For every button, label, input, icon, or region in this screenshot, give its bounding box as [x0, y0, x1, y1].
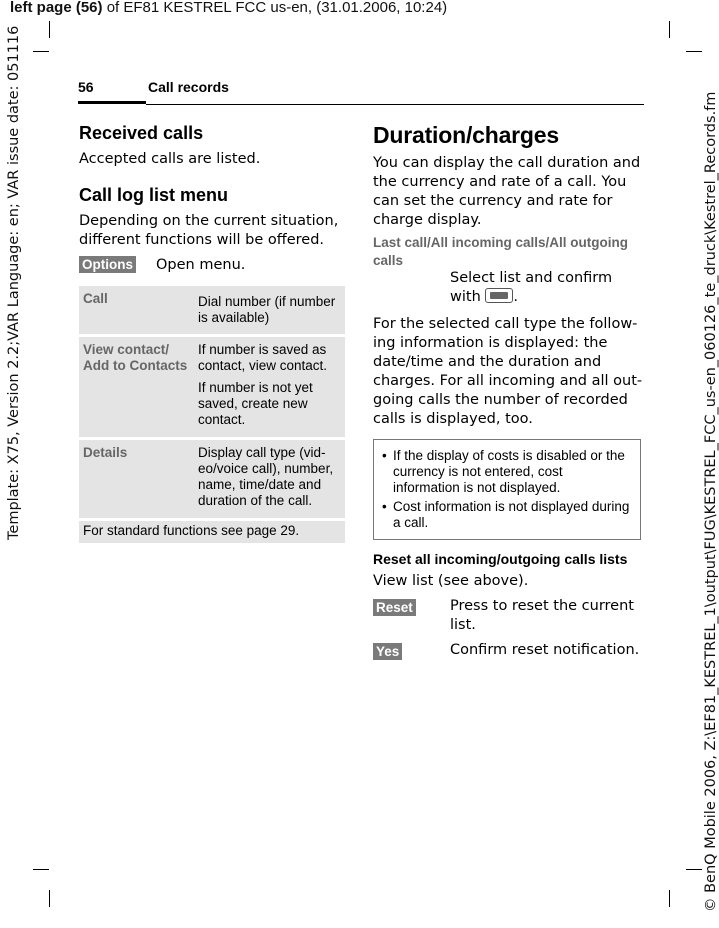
note-box: [373, 439, 641, 540]
table-footer: For standard functions see page 29.: [79, 520, 345, 545]
table-row: [79, 520, 345, 545]
crop-mark: [49, 890, 50, 907]
table-value: [194, 286, 345, 336]
crop-mark: [33, 51, 49, 52]
file-header: [10, 0, 447, 16]
table-value-text: If number is saved as contact, view contact.: [198, 342, 328, 373]
left-column: [79, 122, 345, 546]
duration-intro: You can display the call duration and the currency and rate of a call. You can set the currency and rate for charge display.: [373, 155, 641, 228]
right-column: [373, 120, 643, 660]
template-info-text: Template: X75, Version 2.2;VAR Language: en; VAR issue date: 051116: [6, 25, 22, 540]
crop-mark: [49, 21, 50, 38]
options-text: Open menu.: [156, 256, 246, 273]
options-row: [79, 256, 345, 273]
table-value-text: If number is not yet saved, create new contact.: [198, 380, 313, 427]
table-value-text: Display call type (vid-eo/voice call), number, name, time/date and duration of the call.: [198, 445, 334, 508]
reset-key-text: Press to reset the current list.: [450, 598, 634, 633]
options-softkey[interactable]: Options: [79, 256, 136, 273]
file-header-rest: of EF81 KESTREL FCC us-en, (31.01.2006, 10:24): [102, 0, 448, 16]
header-rule: [146, 104, 644, 105]
table-row: [79, 286, 345, 336]
table-row: [79, 439, 345, 520]
reset-text: View list (see above).: [373, 573, 529, 589]
reset-softkey[interactable]: Reset: [373, 599, 416, 616]
section-title: Call records: [148, 79, 229, 95]
received-calls-text: Accepted calls are listed.: [79, 151, 261, 167]
crop-mark: [669, 21, 670, 38]
file-header-bold: left page (56): [10, 0, 103, 16]
table-key: View contact/ Add to Contacts: [79, 336, 194, 439]
center-key-icon: [485, 288, 513, 303]
note-text: If the display of costs is disabled or the currency is not entered, cost information is not displayed.: [393, 448, 625, 495]
reset-row: [373, 597, 643, 635]
reset-heading: Reset all incoming/outgoing calls lists: [373, 551, 628, 567]
header-rule: [78, 101, 146, 104]
call-types: Last call/All incoming calls/All outgoing calls: [373, 235, 629, 268]
note-text: Cost information is not displayed during a call.: [393, 499, 630, 530]
call-types-instruction: Select list and confirm with: [450, 270, 613, 305]
menu-table: [79, 286, 345, 546]
crop-mark: [686, 869, 702, 870]
yes-row: [373, 641, 643, 660]
yes-softkey[interactable]: Yes: [373, 643, 402, 660]
crop-mark: [669, 890, 670, 907]
call-types-text: Select list and confirm with .: [450, 270, 613, 305]
copyright-info-text: © BenQ Mobile 2006, Z:\EF81_KESTREL_1\output\FUG\KESTREL_FCC_us-en_060126_te_druck\Kestrel_Records.fm: [703, 91, 719, 912]
received-calls-heading: Received calls: [79, 123, 204, 143]
table-key: Call: [79, 286, 194, 336]
duration-charges-heading: Duration/charges: [373, 122, 559, 148]
table-row: [79, 336, 345, 439]
call-log-menu-text: Depending on the current situation, different functions will be offered.: [79, 213, 339, 248]
crop-mark: [686, 51, 702, 52]
table-value-text: Dial number (if number is available): [198, 294, 336, 325]
list-item: • If the display of costs is disabled or the currency is not entered, cost information is not displayed.: [382, 448, 632, 496]
selected-info-text: For the selected call type the follow-ing information is displayed: the date/time and the duration and charges. For all incoming and all out-going calls the number of recorded calls is displayed, too.: [373, 316, 643, 427]
call-types-list: [373, 234, 643, 270]
yes-key-text: Confirm reset notification.: [450, 642, 640, 658]
table-value: [194, 439, 345, 520]
table-key: Details: [79, 439, 194, 520]
list-item: • Cost information is not displayed during a call.: [382, 499, 632, 531]
crop-mark: [33, 869, 49, 870]
call-log-menu-heading: Call log list menu: [79, 185, 229, 205]
table-value: [194, 336, 345, 439]
page-number: 56: [78, 79, 94, 95]
